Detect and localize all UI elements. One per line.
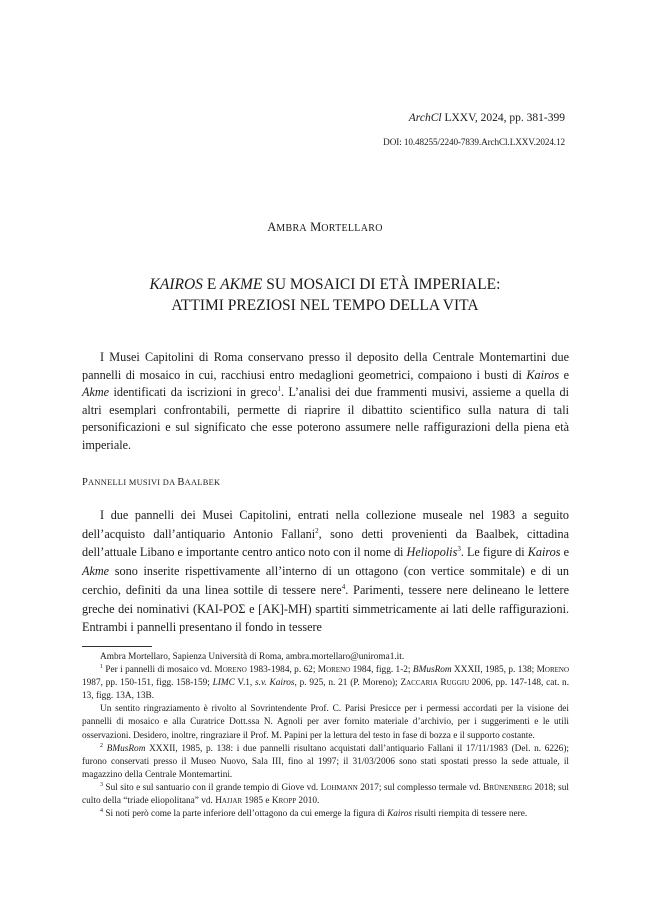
body-akme: Akme [82, 564, 110, 579]
author-first-initial: A [267, 220, 277, 234]
fn1-text-h: 2006, pp. 147-148, cat. n. 13, figg. 13A, 13B. [82, 678, 570, 702]
footnote-1-number: 1 [100, 664, 103, 671]
abstract-kairos: Kairos [526, 367, 560, 382]
section-rest-1: ANNELLI MUSIVI DA [88, 478, 178, 487]
fn4-text-a: Si noti però come la parte inferiore dell’ottagono da cui emerge la figura di [103, 809, 388, 820]
title-conj: E [202, 276, 221, 293]
author-first-rest: MBRA [276, 223, 307, 234]
footnote-ref-1[interactable]: 1 [277, 385, 282, 394]
author-name [0, 220, 650, 235]
fn4-kairos: Kairos [387, 809, 413, 820]
fn3-text-d: 1985 e [242, 796, 272, 807]
body-paragraph [82, 506, 569, 637]
citation-volume-pages: LXXV, 2024, pp. 381-399 [444, 112, 565, 124]
fn3-text-a: Sul sito e sul santuario con il grande tempio di Giove vd. [103, 782, 321, 793]
fn1-author-2: Moreno [317, 665, 351, 676]
fn3-author-2: Brünenberg [483, 782, 533, 793]
title-akme: AKME [220, 276, 263, 293]
title-kairos: KAIROS [149, 276, 203, 293]
footnotes [82, 651, 569, 821]
footnote-thanks: Un sentito ringraziamento è rivolto al Sovrintendente Prof. C. Parisi Presicce per i permessi accordati per la visione dei pannelli di mosaico e alla Curatrice Dott.ssa N. Agnoli per aver fornito materiale d’archivio, per i suggerimenti e le utili osservazioni. Desidero, inoltre, ringraziare il Prof. M. Papini per la lettura del testo in fase di bozza e il supporto costante. [82, 704, 569, 741]
abstract-akme: Akme [82, 385, 110, 400]
fn2-journal: BMusRom [106, 743, 146, 754]
body-text-3: . Le figure di [460, 545, 528, 560]
fn1-author-4: Zaccaria Ruggiu [400, 678, 470, 689]
footnote-ref-4[interactable]: 4 [341, 582, 346, 591]
fn1-text-e: 1987, pp. 150-151, figg. 158-159; [82, 678, 213, 689]
author-last-rest: ORTELLARO [321, 223, 383, 234]
abstract-conj: e [559, 367, 569, 382]
footnote-affiliation: Ambra Mortellaro, Sapienza Università di Roma, ambra.mortellaro@uniroma1.it. [100, 652, 405, 662]
footnote-2 [82, 743, 569, 782]
fn1-text-d: XXXII, 1985, p. 138; [451, 665, 537, 676]
section-rest-2: AALBEK [184, 478, 221, 487]
fn4-text-b: risulti riempita di tessere nere. [412, 809, 528, 820]
body-text-2: , sono detti provenienti da Baalbek, cittadina dell’attuale Libano e importante centro antico noto con il nome di [82, 526, 569, 560]
footnote-4-number: 4 [100, 808, 103, 815]
author-last-initial: M [310, 220, 322, 234]
abstract [82, 349, 569, 455]
section-heading [82, 477, 220, 488]
fn1-journal-2: LIMC [212, 678, 235, 689]
journal-citation [409, 112, 565, 124]
fn3-author-4: Kropp [271, 796, 297, 807]
title-line2: ATTIMI PREZIOSI NEL TEMPO DELLA VITA [171, 297, 479, 314]
footnote-separator [82, 646, 152, 647]
title-line1-rest: SU MOSAICI DI ETÀ IMPERIALE: [262, 276, 501, 293]
fn3-author-1: Lohmann [320, 782, 358, 793]
body-kairos: Kairos [527, 545, 561, 560]
doi: DOI: 10.48255/2240-7839.ArchCl.LXXV.2024.12 [383, 137, 565, 147]
fn3-author-3: Hajjar [215, 796, 243, 807]
footnote-3-number: 3 [100, 781, 103, 788]
fn3-text-b: 2017; sul complesso termale vd. [357, 782, 484, 793]
fn2-text: XXXII, 1985, p. 138: i due pannelli risultano acquistati dall’antiquario Fallani il 17/11/1983 (Del. n. 6226); furono conservati presso il Museo Nuovo, Sala III, fino al 1997; il 31/03/2006 sono stati spostati presso la sede attuale, il magazzino della Centrale Montemartini. [82, 743, 569, 780]
fn1-journal-1: BMusRom [412, 665, 452, 676]
fn1-text-g: , p. 925, n. 21 (P. Moreno); [294, 678, 401, 689]
fn3-text-c: 2018; sul culto della “triade eliopolitana” vd. [82, 782, 569, 807]
abstract-text-3: . L’analisi dei due frammenti musivi, assieme a quella di altri esemplari confrontabili, permette di riaprire il dibattito scientifico sulla natura di tali personificazioni e sul significato che esse poterono assumere nelle raffigurazioni della piena età imperiale. [82, 385, 570, 452]
fn1-text-c: 1984, figg. 1-2; [350, 665, 413, 676]
footnote-4 [82, 808, 569, 821]
section-initial-p: P [82, 477, 89, 488]
body-text-6: . Parimenti, tessere nere delineano le lettere greche dei nominativi (ΚΑΙ-ΡΟΣ e [ΑΚ]-ΜΗ) spartiti simmetricamente ai lati delle raffigurazioni. Entrambi i pannelli presentano il fondo in tessere [82, 582, 569, 635]
fn1-text-b: 1983-1984, p. 62; [246, 665, 318, 676]
fn1-text-f: V.1, [234, 678, 256, 689]
abstract-text-2: identificati da iscrizioni in greco [109, 385, 278, 400]
fn1-author-3: Moreno [536, 665, 570, 676]
footnote-ref-3[interactable]: 3 [457, 545, 461, 554]
fn1-sv: s.v. Kairos [255, 678, 295, 689]
footnote-ref-2[interactable]: 2 [315, 526, 319, 535]
section-initial-b: B [177, 477, 185, 488]
body-heliopolis: Heliopolis [406, 545, 458, 560]
footnote-2-number: 2 [100, 742, 103, 749]
footnote-3 [82, 782, 569, 808]
fn1-text-a: Per i pannelli di mosaico vd. [103, 665, 215, 676]
fn1-author-1: Moreno [214, 665, 247, 676]
article-title [60, 274, 590, 316]
fn3-text-e: 2010. [296, 796, 320, 807]
body-text-4: e [560, 545, 569, 560]
journal-abbrev: ArchCl [408, 112, 442, 124]
body-text-5: sono inserite rispettivamente all’interno di un ottagono (con vertice sommitale) e di un cerchio, definiti da una linea sottile di tessere nere [82, 564, 569, 597]
body-text-1: I due pannelli dei Musei Capitolini, entrati nella collezione museale nel 1983 a seguito dell’acquisto dall’antiquario Antonio Fallani [82, 508, 569, 541]
footnote-1 [82, 664, 569, 703]
abstract-text-1: I Musei Capitolini di Roma conservano presso il deposito della Centrale Montemartini due pannelli di mosaico in cui, racchiusi entro medaglioni geometrici, compaiono i busti di [82, 350, 569, 382]
